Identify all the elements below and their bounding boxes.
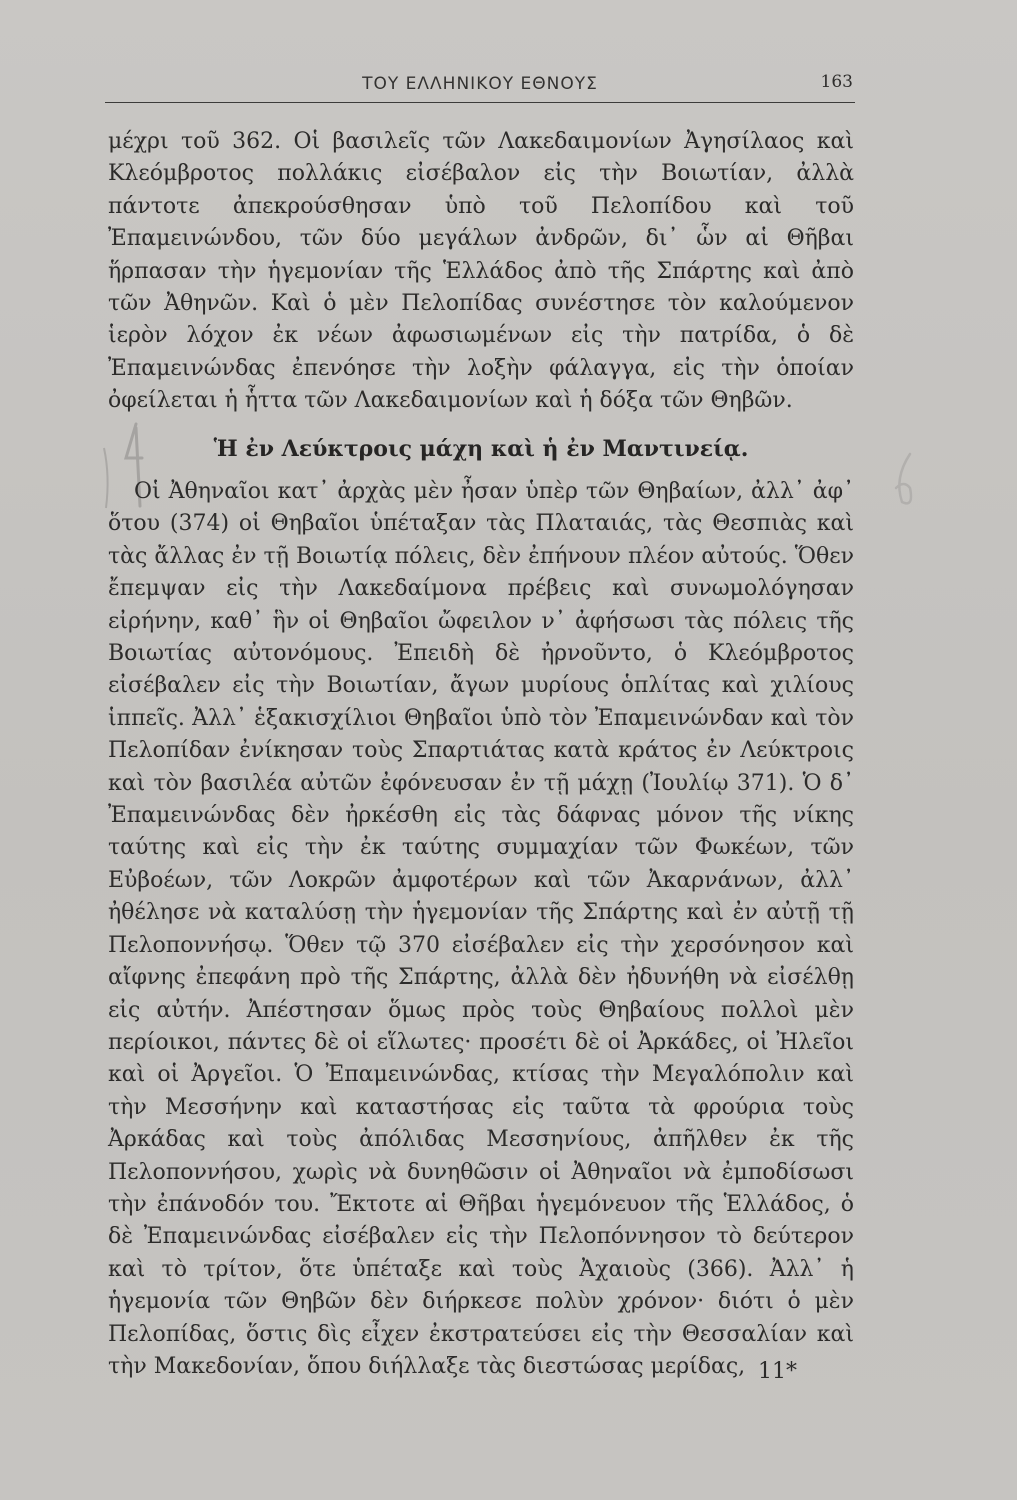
paragraph-1: μέχρι τοῦ 362. Οἱ βασιλεῖς τῶν Λακεδαιμονίων Ἀγησίλαος καὶ Κλεόμβροτος πολλάκις εἰσέβαλον εἰς τὴν Βοιωτίαν, ἀλλὰ πάντοτε ἀπεκρούσθησαν ὑπὸ τοῦ Πελοπίδου καὶ τοῦ Ἐπαμεινώνδου, τῶν δύο μεγάλων ἀνδρῶν, δι᾽ ὧν αἱ Θῆβαι ἥρπασαν τὴν ἡγεμονίαν τῆς Ἑλλάδος ἀπὸ τῆς Σπάρτης καὶ ἀπὸ τῶν Ἀθηνῶν. Καὶ ὁ μὲν Πελοπίδας συνέστησε τὸν καλούμενον ἱερὸν λόχον ἐκ νέων ἀφωσιωμένων εἰς τὴν πατρίδα, ὁ δὲ Ἐπαμεινώνδας ἐπενόησε τὴν λοξὴν φάλαγγα, εἰς τὴν ὁποίαν ὀφείλεται ἡ ἧττα τῶν Λακεδαιμονίων καὶ ἡ δόξα τῶν Θηβῶν. [108, 129, 854, 414]
running-header [105, 72, 855, 103]
printer-signature-mark: 11* [758, 1359, 797, 1384]
pencil-margin-mark-right [880, 448, 930, 512]
paragraph-2: Οἱ Ἀθηναῖοι κατ᾽ ἀρχὰς μὲν ἦσαν ὑπὲρ τῶν Θηβαίων, ἀλλ᾽ ἀφ᾽ ὅτου (374) οἱ Θηβαῖοι ὑπέταξαν τὰς Πλαταιάς, τὰς Θεσπιὰς καὶ τὰς ἄλλας ἐν τῇ Βοιωτίᾳ πόλεις, δὲν ἐπήνουν πλέον αὐτούς. Ὅθεν ἔπεμψαν εἰς τὴν Λακεδαίμονα πρέβεις καὶ συνωμολόγησαν εἰρήνην, καθ᾽ ἣν οἱ Θηβαῖοι ὤφειλον ν᾽ ἀφήσωσι τὰς πόλεις τῆς Βοιωτίας αὐτονόμους. Ἐπειδὴ δὲ ἠρνοῦντο, ὁ Κλεόμβροτος εἰσέβαλεν εἰς τὴν Βοιωτίαν, ἄγων μυρίους ὁπλίτας καὶ χιλίους ἱππεῖς. Ἀλλ᾽ ἑξακισχίλιοι Θηβαῖοι ὑπὸ τὸν Ἐπαμεινώνδαν καὶ τὸν Πελοπίδαν ἐνίκησαν τοὺς Σπαρτιάτας κατὰ κράτος ἐν Λεύκτροις καὶ τὸν βασιλέα αὐτῶν ἐφόνευσαν ἐν τῇ μάχῃ (Ἰουλίῳ 371). Ὁ δ᾽ Ἐπαμεινώνδας δὲν ἠρκέσθη εἰς τὰς δάφνας μόνον τῆς νίκης ταύτης καὶ εἰς τὴν ἐκ ταύτης συμμαχίαν τῶν Φωκέων, τῶν Εὐβοέων, τῶν Λοκρῶν ἀμφοτέρων καὶ τῶν Ἀκαρνάνων, ἀλλ᾽ ἠθέλησε νὰ καταλύσῃ τὴν ἡγεμονίαν τῆς Σπάρτης καὶ ἐν αὐτῇ τῇ Πελοποννήσῳ. Ὅθεν τῷ 370 εἰσέβαλεν εἰς τὴν χερσόνησον καὶ αἴφνης ἐπεφάνη πρὸ τῆς Σπάρτης, ἀλλὰ δὲν ἠδυνήθη νὰ εἰσέλθῃ εἰς αὐτήν. Ἀπέστησαν ὅμως πρὸς τοὺς Θηβαίους πολλοὶ μὲν περίοικοι, πάντες δὲ οἱ εἵλωτες· προσέτι δὲ οἱ Ἀρκάδες, οἱ Ἠλεῖοι καὶ οἱ Ἀργεῖοι. Ὁ Ἐπαμεινώνδας, κτίσας τὴν Μεγαλόπολιν καὶ τὴν Μεσσήνην καὶ καταστήσας εἰς ταῦτα τὰ φρούρια τοὺς Ἀρκάδας καὶ τοὺς ἀπόλιδας Μεσσηνίους, ἀπῆλθεν ἐκ τῆς Πελοποννήσου, χωρὶς νὰ δυνηθῶσιν οἱ Ἀθηναῖοι νὰ ἐμποδίσωσι τὴν ἐπάνοδόν του. Ἔκτοτε αἱ Θῆβαι ἡγεμόνευον τῆς Ἑλλάδος, ὁ δὲ Ἐπαμεινώνδας εἰσέβαλεν εἰς τὴν Πελοπόννησον τὸ δεύτερον καὶ τὸ τρίτον, ὅτε ὑπέταξε καὶ τοὺς Ἀχαιοὺς (366). Ἀλλ᾽ ἡ ἡγεμονία τῶν Θηβῶν δὲν διήρκεσε πολὺν χρόνον· διότι ὁ μὲν Πελοπίδας, ὅστις δὶς εἶχεν ἐκστρατεύσει εἰς τὴν Θεσσαλίαν καὶ τὴν Μακεδονίαν, ὅπου διήλλαξε τὰς διεστώσας μερίδας, [108, 479, 854, 1379]
running-title: ΤΟΥ ΕΛΛΗΝΙΚΟΥ ΕΘΝΟΥΣ [362, 74, 598, 94]
page-number: 163 [820, 72, 853, 92]
section-heading: Ἡ ἐν Λεύκτροις μάχη καὶ ἡ ἐν Μαντινείᾳ. [213, 436, 749, 462]
